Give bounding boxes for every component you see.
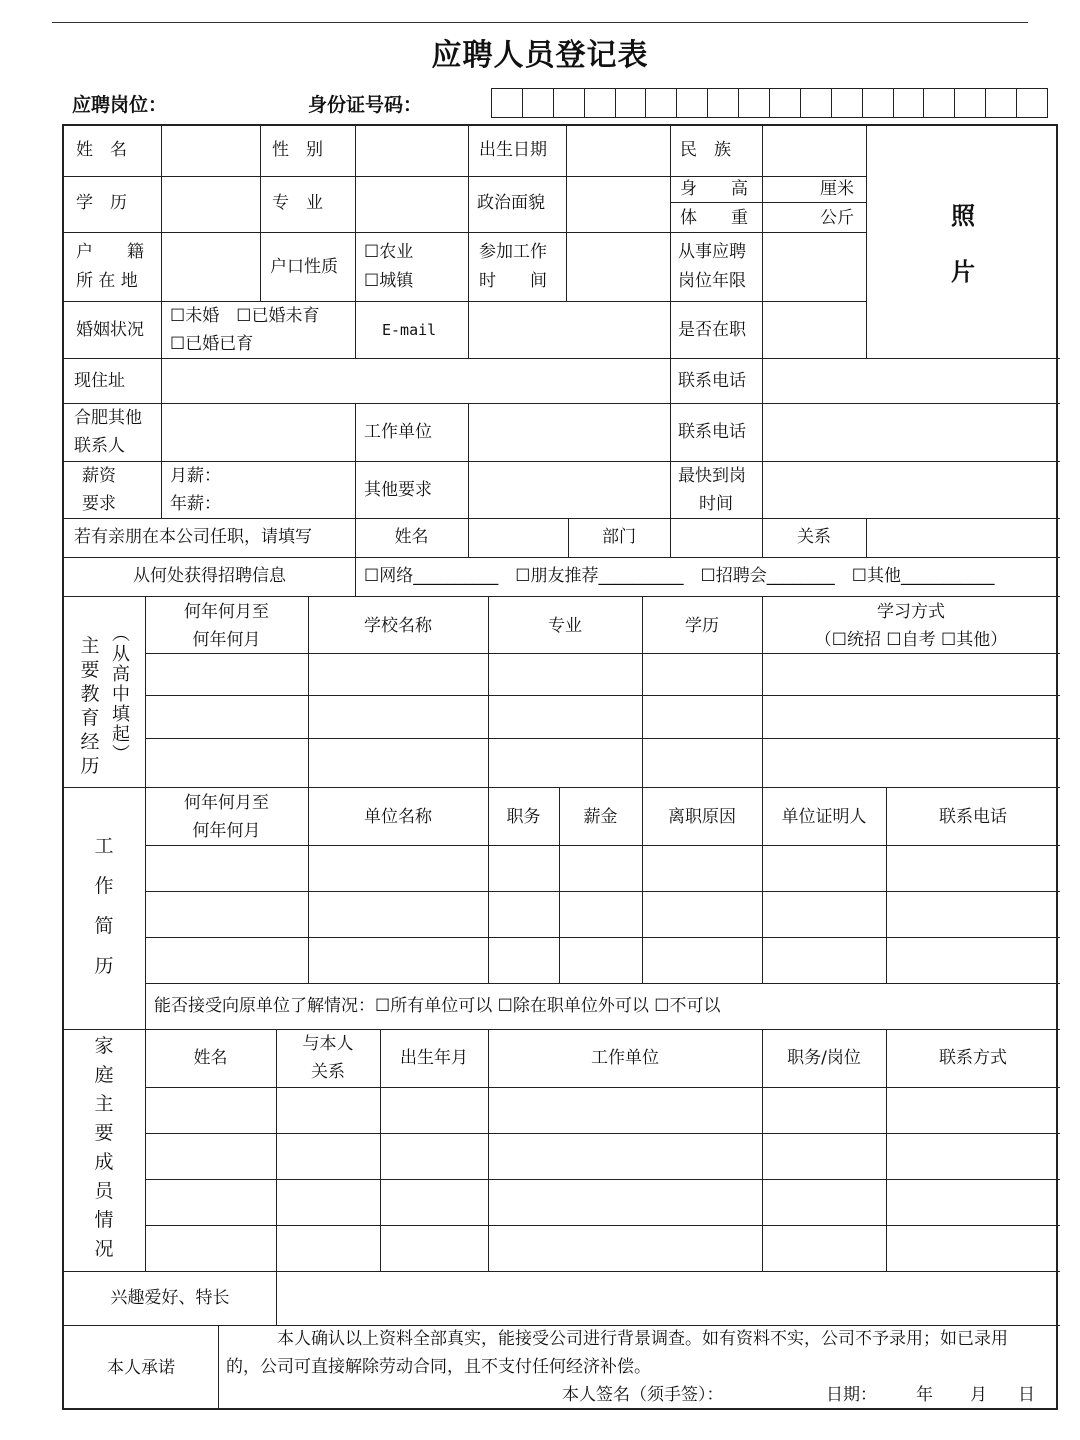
promise-text-line-2: 的，公司可直接解除劳动合同，且不支付任何经济补偿。 — [226, 1357, 651, 1377]
education-side-note: （从高中填起） — [109, 624, 130, 764]
checkbox-marital-1[interactable]: ☐未婚 ☐已婚未育 — [170, 306, 320, 326]
edu-col-school: 学校名称 — [364, 616, 432, 636]
id-digit-box[interactable] — [770, 89, 801, 117]
id-number-label: 身份证号码： — [308, 94, 423, 116]
label-hukou-type: 户口性质 — [270, 257, 338, 277]
label-salary-1: 薪资 — [82, 466, 116, 486]
work-col-salary: 薪金 — [583, 807, 618, 827]
label-relatives: 若有亲朋在本公司任职，请填写 — [74, 527, 312, 547]
work-col-reference: 单位证明人 — [781, 807, 867, 827]
family-col-birth: 出生年月 — [400, 1048, 468, 1068]
top-rule — [52, 22, 1028, 23]
id-digit-box[interactable] — [1017, 89, 1047, 117]
page-title: 应聘人员登记表 — [431, 38, 649, 73]
id-digit-box[interactable] — [894, 89, 925, 117]
id-digit-box[interactable] — [585, 89, 616, 117]
label-work-unit: 工作单位 — [364, 422, 432, 442]
label-height: 身 高 — [680, 179, 748, 199]
id-digit-box[interactable] — [677, 89, 708, 117]
id-digit-box[interactable] — [492, 89, 523, 117]
family-side-label: 家庭主要成员情况 — [94, 1035, 114, 1260]
work-col-period-1: 何年何月至 — [184, 793, 269, 813]
label-birth-date: 出生日期 — [479, 140, 547, 160]
label-relative-name: 姓名 — [394, 527, 429, 547]
signature-label: 本人签名（须手签）： — [562, 1385, 724, 1405]
id-digit-box[interactable] — [986, 89, 1017, 117]
work-side-label: 工作简历 — [94, 835, 114, 977]
id-digit-box[interactable] — [801, 89, 832, 117]
label-phone: 联系电话 — [678, 371, 746, 391]
background-check-consent[interactable]: 能否接受向原单位了解情况：☐所有单位可以 ☐除在职单位外可以 ☐不可以 — [154, 996, 721, 1016]
label-education: 学 历 — [76, 193, 127, 213]
label-political-status: 政治面貌 — [477, 193, 545, 213]
label-gender: 性 别 — [272, 140, 323, 160]
label-hobbies: 兴趣爱好、特长 — [110, 1288, 230, 1308]
weight-unit: 公斤 — [820, 208, 854, 228]
label-phone-2: 联系电话 — [678, 422, 746, 442]
date-label: 日期： — [826, 1385, 877, 1405]
edu-col-degree: 学历 — [685, 616, 719, 636]
label-address: 现住址 — [74, 371, 125, 391]
label-major: 专 业 — [272, 193, 323, 213]
work-col-period-2: 何年何月 — [192, 821, 261, 841]
label-marital-status: 婚姻状况 — [76, 320, 144, 340]
label-email: E-mail — [382, 321, 437, 339]
edu-col-major: 专业 — [548, 616, 582, 636]
id-digit-box[interactable] — [924, 89, 955, 117]
family-col-work-unit: 工作单位 — [591, 1048, 659, 1068]
id-digit-box[interactable] — [708, 89, 739, 117]
label-local-contact-1: 合肥其他 — [74, 408, 142, 428]
id-digit-box[interactable] — [955, 89, 986, 117]
label-currently-employed: 是否在职 — [678, 320, 746, 340]
work-col-title: 职务 — [506, 807, 541, 827]
id-digit-box[interactable] — [616, 89, 647, 117]
edu-col-period-1: 何年何月至 — [184, 602, 269, 622]
label-salary-2: 要求 — [82, 494, 116, 514]
education-side-label: 主要教育经历 — [80, 635, 100, 777]
label-relative-dept: 部门 — [602, 527, 636, 547]
label-local-contact-2: 联系人 — [74, 436, 125, 456]
family-col-relation-2: 关系 — [311, 1062, 345, 1082]
checkbox-marital-2[interactable]: ☐已婚已育 — [170, 334, 254, 354]
label-monthly-salary: 月薪： — [170, 466, 221, 486]
id-number-boxes[interactable] — [491, 88, 1048, 118]
work-col-phone: 联系电话 — [939, 807, 1007, 827]
work-col-unit: 单位名称 — [364, 807, 432, 827]
id-digit-box[interactable] — [554, 89, 585, 117]
family-col-contact: 联系方式 — [939, 1048, 1007, 1068]
photo-placeholder[interactable]: 照片 — [951, 202, 975, 286]
checkbox-hukou-agricultural[interactable]: ☐农业 — [364, 242, 414, 262]
id-digit-box[interactable] — [832, 89, 863, 117]
label-weight: 体 重 — [680, 208, 748, 228]
edu-col-mode-2[interactable]: （☐统招 ☐自考 ☐其他） — [814, 630, 1008, 650]
label-earliest-start-2: 时间 — [699, 494, 733, 514]
label-promise: 本人承诺 — [107, 1358, 175, 1378]
label-other-requirements: 其他要求 — [364, 480, 432, 500]
label-work-start-2: 时 间 — [479, 271, 547, 291]
checkbox-hukou-urban[interactable]: ☐城镇 — [364, 271, 414, 291]
position-label: 应聘岗位： — [72, 94, 168, 116]
label-hukou-location-1: 户 籍 — [76, 242, 144, 262]
edu-col-mode-1: 学习方式 — [877, 602, 945, 622]
id-digit-box[interactable] — [739, 89, 770, 117]
label-earliest-start-1: 最快到岗 — [678, 466, 746, 486]
date-day: 日 — [1018, 1385, 1035, 1405]
label-work-start-1: 参加工作 — [479, 242, 547, 262]
promise-text-line-1: 本人确认以上资料全部真实，能接受公司进行背景调查。如有资料不实，公司不予录用；如已录用 — [226, 1329, 1008, 1349]
label-name: 姓 名 — [76, 140, 127, 160]
label-relative-relation: 关系 — [797, 527, 831, 547]
label-years-in-role-1: 从事应聘 — [678, 242, 746, 262]
family-col-name: 姓名 — [193, 1048, 228, 1068]
id-digit-box[interactable] — [646, 89, 677, 117]
work-col-leave-reason: 离职原因 — [668, 807, 736, 827]
id-digit-box[interactable] — [523, 89, 554, 117]
family-col-position: 职务/岗位 — [787, 1048, 861, 1068]
family-col-relation-1: 与本人 — [302, 1034, 354, 1054]
edu-col-period-2: 何年何月 — [192, 630, 261, 650]
info-source-options[interactable]: ☐网络__________ ☐朋友推荐__________ ☐招聘会________ ☐其他___________ — [364, 566, 995, 586]
label-info-source: 从何处获得招聘信息 — [133, 566, 286, 586]
label-hukou-location-2: 所 在 地 — [76, 271, 138, 291]
label-years-in-role-2: 岗位年限 — [678, 271, 746, 291]
label-ethnicity: 民 族 — [680, 140, 731, 160]
date-year: 年 — [916, 1385, 933, 1405]
label-yearly-salary: 年薪： — [170, 494, 221, 514]
height-unit: 厘米 — [820, 179, 854, 199]
registration-form-grid — [62, 124, 1058, 1410]
id-digit-box[interactable] — [863, 89, 894, 117]
date-month: 月 — [970, 1385, 987, 1405]
